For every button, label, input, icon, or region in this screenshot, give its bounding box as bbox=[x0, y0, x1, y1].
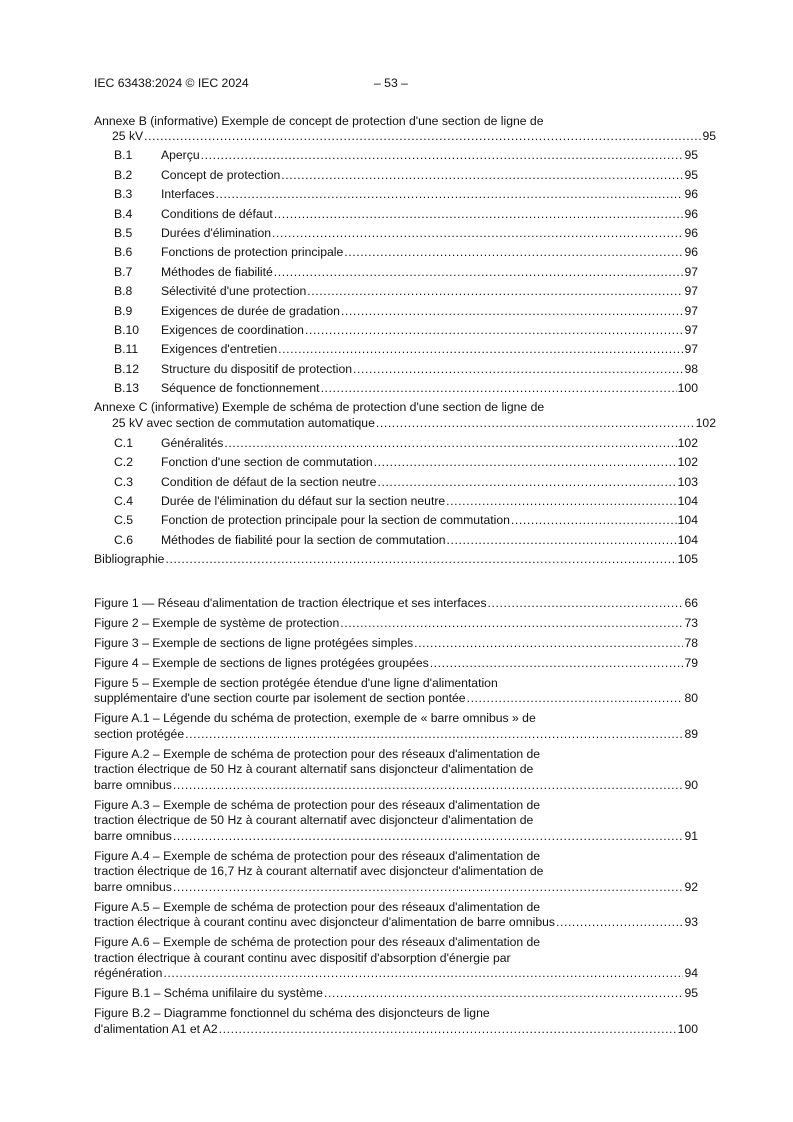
toc-entry[interactable] bbox=[94, 187, 698, 206]
toc-entry-title: Interfaces bbox=[161, 187, 215, 202]
figure-entry-page: 80 bbox=[684, 691, 698, 706]
toc-entry-number: C.5 bbox=[114, 513, 133, 528]
toc-entry-number: C.6 bbox=[114, 532, 133, 547]
toc-entry-title: Conditions de défaut bbox=[161, 206, 273, 221]
page-header bbox=[94, 76, 694, 92]
toc-entry[interactable] bbox=[94, 168, 698, 187]
toc-entry-page: 97 bbox=[684, 303, 698, 318]
figure-entry-page: 78 bbox=[684, 635, 698, 650]
toc-entry-page: 103 bbox=[677, 474, 698, 489]
toc-annex-c-title[interactable]: Annexe C (informative) Exemple de schéma de protection d'une section de ligne de bbox=[94, 400, 545, 415]
toc-entry[interactable] bbox=[94, 304, 698, 323]
figure-entry-text: Figure 1 — Réseau d'alimentation de traction électrique et ses interfaces bbox=[94, 595, 487, 610]
figure-entry-text: barre omnibus bbox=[94, 777, 172, 792]
toc-entry-title: Méthodes de fiabilité pour la section de commutation bbox=[161, 532, 446, 547]
toc-entry-page: 97 bbox=[684, 264, 698, 279]
toc-entry-page: 104 bbox=[677, 532, 698, 547]
toc-entry[interactable] bbox=[94, 265, 698, 284]
toc-entry[interactable] bbox=[94, 226, 698, 245]
figure-entry-page: 89 bbox=[684, 726, 698, 741]
toc-entry[interactable] bbox=[94, 342, 698, 361]
figure-entry-page: 90 bbox=[684, 777, 698, 792]
toc-entry-title: Sélectivité d'une protection bbox=[161, 284, 307, 299]
figure-entry[interactable] bbox=[94, 900, 698, 931]
figure-entry-text: Figure A.1 – Légende du schéma de protection, exemple de « barre omnibus » de bbox=[94, 711, 536, 726]
figure-entry-page: 93 bbox=[684, 915, 698, 930]
figure-entry-page: 73 bbox=[684, 615, 698, 630]
figure-entry-text: Figure 2 – Exemple de système de protection bbox=[94, 615, 340, 630]
toc-entry-number: B.12 bbox=[114, 361, 140, 376]
toc-entry-title: Séquence de fonctionnement bbox=[161, 381, 320, 396]
figure-entry[interactable] bbox=[94, 935, 698, 982]
toc-entry-number: B.5 bbox=[114, 225, 133, 240]
toc-entry-number: C.4 bbox=[114, 494, 133, 509]
figure-entry[interactable] bbox=[94, 636, 698, 652]
figure-entry-text: Figure 4 – Exemple de sections de lignes protégées groupées bbox=[94, 655, 429, 670]
toc-annex-b-title-cont[interactable]: 25 kV ..... 95 bbox=[94, 129, 698, 148]
figure-entry-text: Figure 3 – Exemple de sections de ligne protégées simples bbox=[94, 635, 414, 650]
figure-entry[interactable] bbox=[94, 747, 698, 794]
toc-annex-c-items bbox=[94, 436, 698, 552]
figure-entry-text: barre omnibus bbox=[94, 879, 172, 894]
toc-entry-title: Exigences de coordination bbox=[161, 322, 304, 337]
toc-entry-page: 96 bbox=[684, 245, 698, 260]
figure-entry[interactable] bbox=[94, 986, 698, 1002]
table-of-contents bbox=[94, 114, 716, 1042]
figure-entry-text: traction électrique de 16,7 Hz à courant alternatif avec disjoncteur d'alimentation de bbox=[94, 864, 544, 879]
toc-entry-title: Concept de protection bbox=[161, 167, 281, 182]
toc-entry-page: 104 bbox=[677, 494, 698, 509]
figure-entry[interactable] bbox=[94, 1006, 698, 1037]
figure-entry[interactable] bbox=[94, 596, 698, 612]
figure-entry-text: Figure B.2 – Diagramme fonctionnel du schéma des disjoncteurs de ligne bbox=[94, 1006, 490, 1021]
figure-entry-text: Figure A.4 – Exemple de schéma de protection pour des réseaux d'alimentation de bbox=[94, 848, 541, 863]
figure-entry[interactable] bbox=[94, 849, 698, 896]
header-page-number: – 53 – bbox=[374, 76, 408, 90]
toc-entry[interactable] bbox=[94, 381, 698, 400]
toc-entry-number: C.1 bbox=[114, 435, 133, 450]
figure-entry[interactable] bbox=[94, 616, 698, 632]
toc-bibliography[interactable]: Bibliographie ..... 105 bbox=[94, 552, 698, 571]
toc-entry[interactable] bbox=[94, 513, 698, 532]
figure-entry-text: Figure A.5 – Exemple de schéma de protection pour des réseaux d'alimentation de bbox=[94, 899, 541, 914]
toc-entry-page: 97 bbox=[684, 322, 698, 337]
toc-entry[interactable] bbox=[94, 455, 698, 474]
toc-entry-title: Aperçu bbox=[161, 148, 200, 163]
figure-entry-text: régénération bbox=[94, 966, 163, 981]
figure-entry-text: barre omnibus bbox=[94, 828, 172, 843]
toc-entry[interactable] bbox=[94, 148, 698, 167]
toc-entry-page: 98 bbox=[684, 361, 698, 376]
figure-entry[interactable] bbox=[94, 711, 698, 742]
figure-entry-text: Figure A.6 – Exemple de schéma de protection pour des réseaux d'alimentation de bbox=[94, 935, 541, 950]
toc-entry[interactable] bbox=[94, 245, 698, 264]
toc-entry-number: B.10 bbox=[114, 322, 140, 337]
toc-entry[interactable] bbox=[94, 207, 698, 226]
figure-entry-text: supplémentaire d'une section courte par isolement de section pontée bbox=[94, 691, 466, 706]
toc-entry-title: Structure du dispositif de protection bbox=[161, 361, 353, 376]
toc-entry[interactable] bbox=[94, 362, 698, 381]
toc-entry-number: B.13 bbox=[114, 381, 140, 396]
toc-entry-page: 96 bbox=[684, 225, 698, 240]
figure-entry-text: section protégée bbox=[94, 726, 185, 741]
toc-entry-number: B.7 bbox=[114, 264, 133, 279]
toc-entry-number: B.3 bbox=[114, 187, 133, 202]
toc-entry-title: Exigences de durée de gradation bbox=[161, 303, 340, 318]
figure-entry-text: Figure B.1 – Schéma unifilaire du système bbox=[94, 986, 323, 1001]
figure-entry-page: 79 bbox=[684, 655, 698, 670]
toc-entry[interactable] bbox=[94, 475, 698, 494]
figure-entry[interactable] bbox=[94, 656, 698, 672]
figure-entry[interactable] bbox=[94, 676, 698, 707]
figure-entry-page: 91 bbox=[684, 828, 698, 843]
toc-entry[interactable] bbox=[94, 323, 698, 342]
toc-entry-title: Durées d'élimination bbox=[161, 225, 272, 240]
toc-entry-page: 102 bbox=[677, 455, 698, 470]
toc-entry-number: B.4 bbox=[114, 206, 133, 221]
figure-entry-text: traction électrique à courant continu avec dispositif d'absorption d'énergie par bbox=[94, 950, 511, 965]
toc-entry-page: 97 bbox=[684, 342, 698, 357]
toc-entry-number: B.11 bbox=[114, 342, 139, 357]
toc-annex-b-items bbox=[94, 148, 698, 400]
toc-entry-page: 97 bbox=[684, 284, 698, 299]
figure-entry-text: Figure 5 – Exemple de section protégée étendue d'une ligne d'alimentation bbox=[94, 675, 498, 690]
toc-entry-title: Fonctions de protection principale bbox=[161, 245, 344, 260]
figure-entry-text: traction électrique de 50 Hz à courant alternatif sans disjoncteur d'alimentation de bbox=[94, 762, 534, 777]
toc-entry-title: Exigences d'entretien bbox=[161, 342, 278, 357]
toc-entry-title: Condition de défaut de la section neutre bbox=[161, 474, 377, 489]
toc-entry-title: Méthodes de fiabilité bbox=[161, 264, 273, 279]
toc-entry-page: 96 bbox=[684, 187, 698, 202]
figure-entry-page: 100 bbox=[677, 1021, 698, 1036]
header-standard-id: IEC 63438:2024 © IEC 2024 bbox=[94, 76, 249, 90]
toc-entry[interactable] bbox=[94, 436, 698, 455]
figure-entry-text: traction électrique à courant continu avec disjoncteur d'alimentation de barre omnibus bbox=[94, 915, 555, 930]
toc-entry-number: B.1 bbox=[114, 148, 133, 163]
toc-entry-title: Généralités bbox=[161, 435, 224, 450]
figure-entry[interactable] bbox=[94, 798, 698, 845]
toc-entry-title: Fonction de protection principale pour la section de commutation bbox=[161, 513, 510, 528]
figure-entry-page: 94 bbox=[684, 966, 698, 981]
toc-entry-page: 100 bbox=[677, 381, 698, 396]
toc-entry-page: 102 bbox=[677, 435, 698, 450]
figure-entry-page: 92 bbox=[684, 879, 698, 894]
toc-entry-page: 95 bbox=[684, 148, 698, 163]
toc-entry-page: 104 bbox=[677, 513, 698, 528]
toc-annex-c-title-cont[interactable]: 25 kV avec section de commutation automatique ..... 102 bbox=[94, 416, 698, 435]
figure-entry-text: Figure A.2 – Exemple de schéma de protection pour des réseaux d'alimentation de bbox=[94, 746, 541, 761]
toc-entry-title: Fonction d'une section de commutation bbox=[161, 455, 373, 470]
toc-entry-page: 95 bbox=[684, 167, 698, 182]
toc-entry-number: B.9 bbox=[114, 303, 133, 318]
figure-entry-page: 66 bbox=[684, 595, 698, 610]
figure-entry-text: d'alimentation A1 et A2 bbox=[94, 1021, 218, 1036]
toc-entry[interactable] bbox=[94, 533, 698, 552]
toc-entry-title: Durée de l'élimination du défaut sur la section neutre bbox=[161, 494, 446, 509]
toc-entry[interactable] bbox=[94, 284, 698, 303]
toc-entry-number: B.6 bbox=[114, 245, 133, 260]
figure-entry-text: Figure A.3 – Exemple de schéma de protection pour des réseaux d'alimentation de bbox=[94, 797, 541, 812]
toc-entry[interactable] bbox=[94, 494, 698, 513]
toc-entry-page: 96 bbox=[684, 206, 698, 221]
list-of-figures bbox=[94, 596, 698, 1038]
toc-entry-number: B.2 bbox=[114, 167, 133, 182]
figure-entry-text: traction électrique de 50 Hz à courant alternatif avec disjoncteur d'alimentation de bbox=[94, 813, 534, 828]
figure-entry-page: 95 bbox=[684, 986, 698, 1001]
toc-annex-b-title[interactable]: Annexe B (informative) Exemple de concept de protection d'une section de ligne de bbox=[94, 114, 544, 128]
toc-entry-number: C.3 bbox=[114, 474, 133, 489]
toc-entry-number: B.8 bbox=[114, 284, 133, 299]
toc-entry-number: C.2 bbox=[114, 455, 133, 470]
